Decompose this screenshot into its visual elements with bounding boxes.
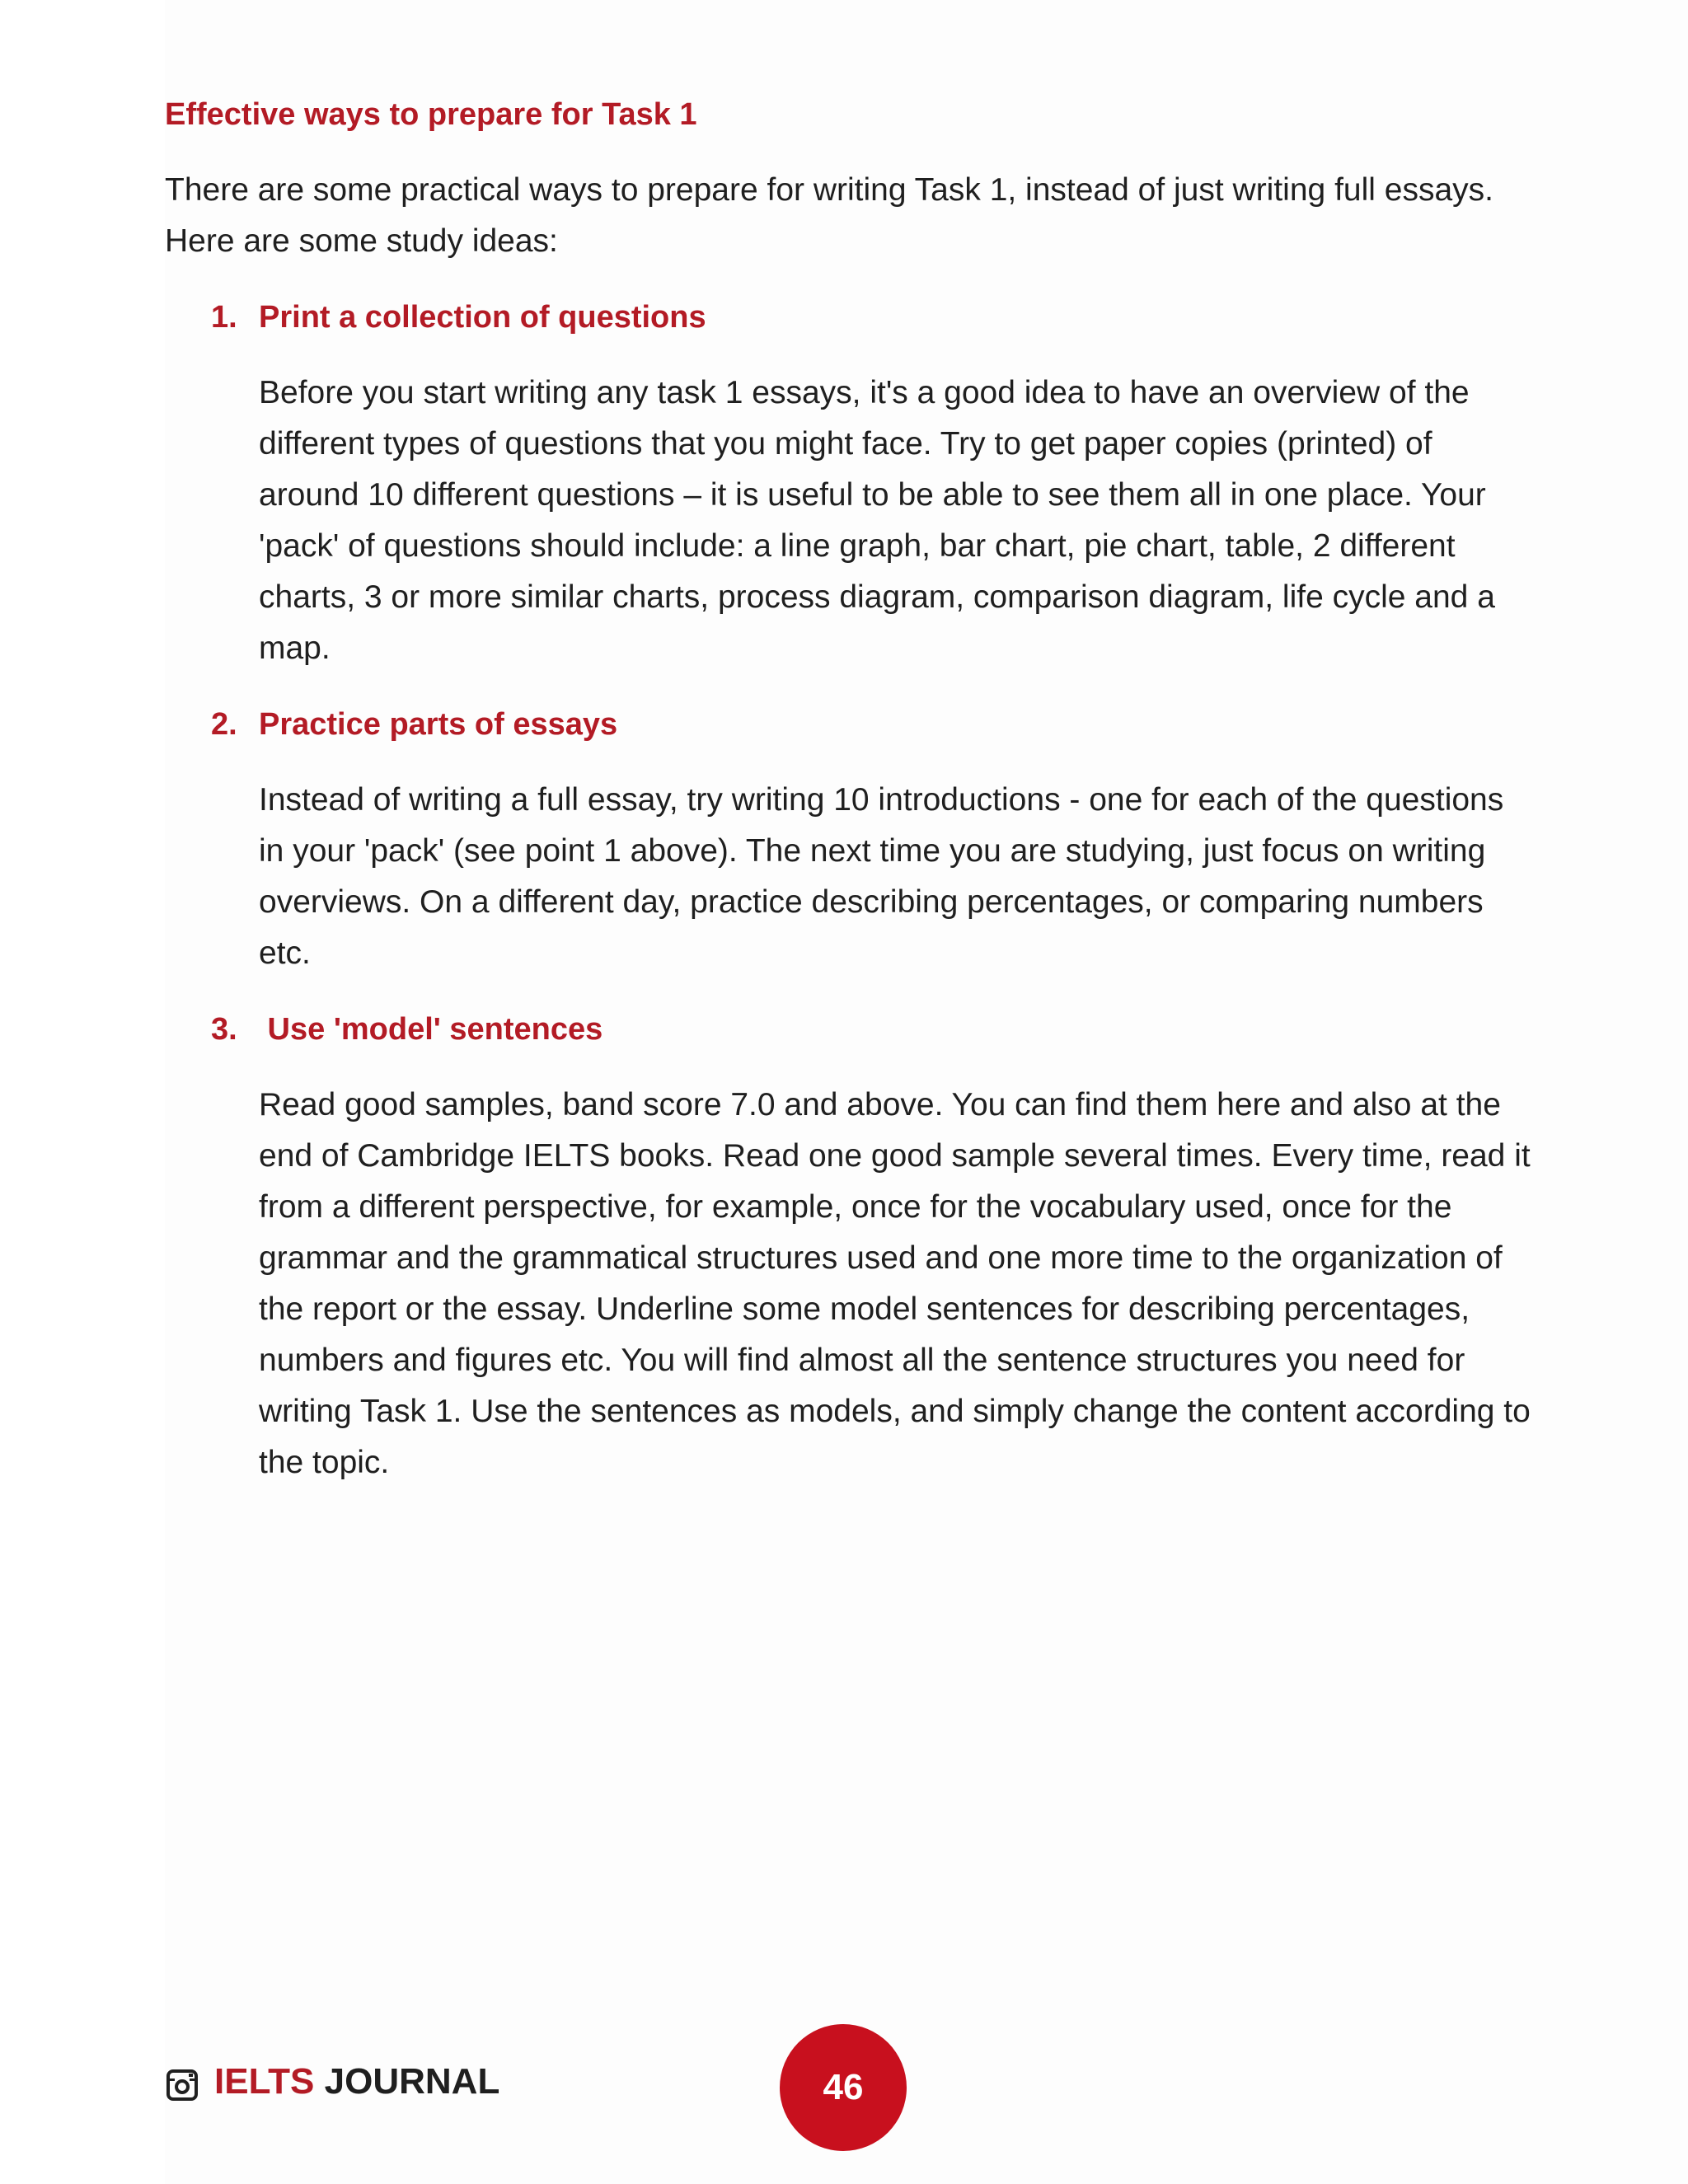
list-item-body: Instead of writing a full essay, try writing 10 introductions - one for each of the questions in your 'pack' (see point 1 above). The next time you are studying, just focus on writing overviews. On a different day, practice describing percentages, or comparing numbers etc. [259, 782, 1504, 971]
list-item-number: 3. [211, 1012, 237, 1047]
list-item-heading: Use 'model' sentences [259, 1012, 603, 1047]
list-item-heading: Practice parts of essays [259, 707, 618, 742]
brand-name-ielts: IELTS [214, 2061, 315, 2102]
intro-paragraph: There are some practical ways to prepare for writing Task 1, instead of just writing full essays. Here are some study ideas: [165, 172, 1493, 259]
section-heading: Effective ways to prepare for Task 1 [165, 97, 697, 132]
instagram-icon [166, 2066, 198, 2097]
footer-brand [166, 2059, 499, 2105]
list-item-body: Before you start writing any task 1 essays, it's a good idea to have an overview of the different types of questions that you might face. Try to get paper copies (printed) of around 10 different questions – it is useful to be able to see them all in one place. Your 'pack' of questions should include: a line graph, bar chart, pie chart, table, 2 different charts, 3 or more similar charts, process diagram, comparison diagram, life cycle and a map. [259, 375, 1495, 666]
list-item-title [165, 292, 1533, 343]
list-item-body: Read good samples, band score 7.0 and above. You can find them here and also at the end of Cambridge IELTS books. Read one good sample several times. Every time, read it from a different perspective, for example, once for the vocabulary used, once for the grammar and the grammatical structures used and one more time to the organization of the report or the essay. Underline some model sentences for describing percentages, numbers and figures etc. You will find almost all the sentence structures you need for writing Task 1. Use the sentences as models, and simply change the content according to the topic. [259, 1087, 1531, 1480]
list-item-number: 2. [211, 707, 237, 742]
document-content [165, 89, 1533, 1513]
brand-name-journal: JOURNAL [314, 2061, 500, 2102]
list-item-title [165, 699, 1533, 750]
list-item-heading: Print a collection of questions [259, 300, 706, 335]
page-number-badge: 46 [780, 2024, 907, 2151]
list-item-number: 1. [211, 300, 237, 335]
list-item-title [165, 1004, 1533, 1055]
